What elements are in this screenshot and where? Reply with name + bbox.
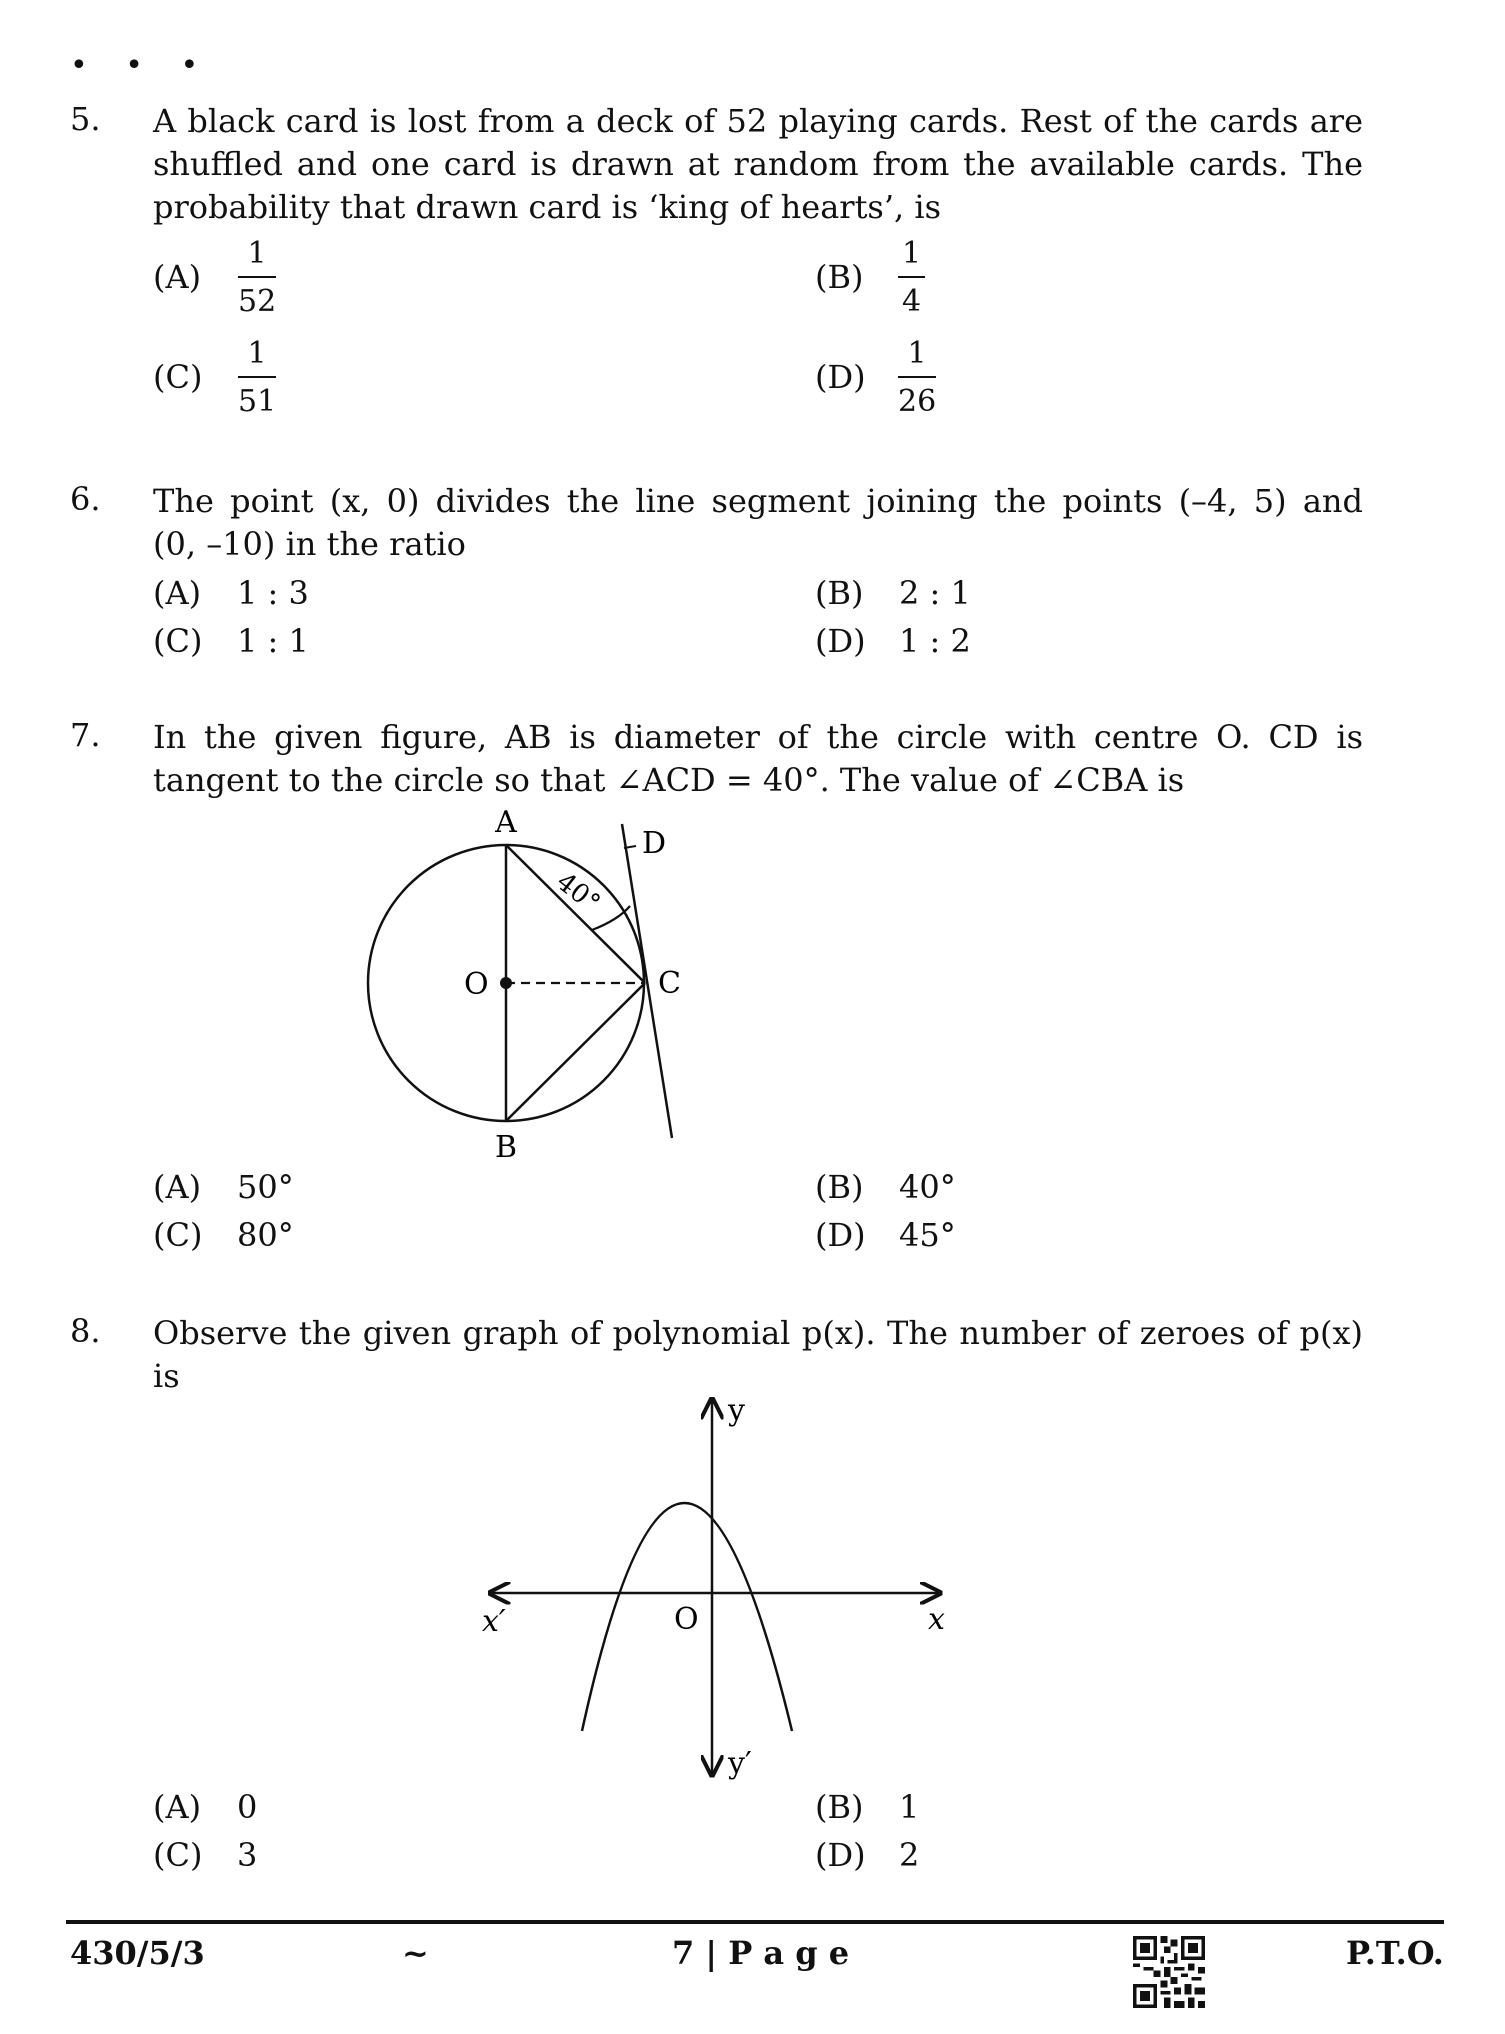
label-origin: O [674,1602,699,1637]
centre-point [500,977,512,989]
paper-code: 430/5/3 [70,1934,205,1972]
q6-option-c-label: (C) [153,622,203,660]
q5-option-a-fraction [238,236,276,320]
question-7-text [153,716,1363,802]
question-6-number: 6. [70,480,101,518]
q6-option-d-value: 1 : 2 [899,622,971,660]
q8-option-c [153,1834,257,1877]
circle-tangent-figure [340,800,710,1180]
q6-option-c-value: 1 : 1 [237,622,309,660]
question-5-text [153,100,1363,229]
question-5-number: 5. [70,100,101,138]
q6-option-b-label: (B) [815,574,864,612]
question-5-line-3: probability that drawn card is ‘king of hearts’, is [153,188,942,226]
question-6-line-1: The point (x, 0) divides the line segment joining the points (–4, 5) and [153,482,1363,520]
header-dots: • • • [70,48,213,83]
question-8-number: 8. [70,1312,101,1350]
q6-option-d-label: (D) [815,622,866,660]
q6-option-b-value: 2 : 1 [899,574,971,612]
q6-option-a [153,572,309,615]
q8-option-b-label: (B) [815,1788,864,1826]
q7-option-b-label: (B) [815,1168,864,1206]
label-a: A [495,805,517,840]
q5-option-d-fraction [898,336,936,420]
q8-option-d [815,1834,919,1877]
question-5-line-2: shuffled and one card is drawn at random from the available cards. The [153,145,1363,183]
q5-option-c-numerator: 1 [238,336,276,378]
q5-option-c-denominator: 51 [238,384,277,419]
question-7-number: 7. [70,716,101,754]
q5-option-d-label: (D) [815,358,866,396]
page-number: 7 | P a g e [672,1934,850,1972]
q7-option-a-value: 50° [237,1168,294,1206]
q7-option-d [815,1214,956,1257]
question-6-line-2: (0, –10) in the ratio [153,525,466,563]
label-y: y [728,1393,745,1428]
q6-option-b [815,572,971,615]
q5-option-a-numerator: 1 [238,236,276,278]
q5-option-d-denominator: 26 [898,384,937,419]
q5-option-b-label: (B) [815,258,864,296]
q5-option-c-fraction [238,336,276,420]
q8-option-a-value: 0 [237,1788,258,1826]
q5-option-b-denominator: 4 [902,284,922,319]
q6-option-c [153,620,309,663]
q6-option-a-value: 1 : 3 [237,574,309,612]
label-d: D [642,826,667,861]
q7-option-a-label: (A) [153,1168,202,1206]
q5-option-d-numerator: 1 [898,336,936,378]
label-c: C [658,966,681,1001]
q6-option-a-label: (A) [153,574,202,612]
question-5-line-1: A black card is lost from a deck of 52 playing cards. Rest of the cards are [153,102,1363,140]
label-y-prime: y′ [728,1746,752,1781]
label-b: B [494,1130,518,1165]
q7-option-b-value: 40° [899,1168,956,1206]
q5-option-a-denominator: 52 [238,284,277,319]
q8-option-b-value: 1 [899,1788,920,1826]
q8-option-a-label: (A) [153,1788,202,1826]
footer-divider [66,1920,1444,1924]
q5-option-b-fraction [898,236,925,320]
q7-option-a [153,1166,294,1209]
pto-label: P.T.O. [1346,1934,1444,1972]
q8-option-c-value: 3 [237,1836,258,1874]
q5-option-a-label: (A) [153,258,202,296]
q7-option-d-value: 45° [899,1216,956,1254]
q7-option-b [815,1166,956,1209]
q7-option-c-label: (C) [153,1216,203,1254]
q8-option-d-label: (D) [815,1836,866,1874]
q6-option-d [815,620,971,663]
question-7-line-1: In the given figure, AB is diameter of the circle with centre O. CD is [153,718,1363,756]
label-x: x [928,1602,945,1637]
q8-option-a [153,1786,257,1829]
question-8-line-1: Observe the given graph of polynomial p(x). The number of zeroes of p(x) [153,1314,1363,1352]
question-8-line-2: is [153,1357,180,1395]
q7-option-c-value: 80° [237,1216,294,1254]
q8-option-d-value: 2 [899,1836,920,1874]
footer-tilde: ~ [402,1934,429,1972]
q5-option-b-numerator: 1 [898,236,925,278]
q5-option-c-label: (C) [153,358,203,396]
q8-option-c-label: (C) [153,1836,203,1874]
question-7-line-2: tangent to the circle so that ∠ACD = 40°. The value of ∠CBA is [153,761,1185,799]
q8-option-b [815,1786,919,1829]
q7-option-d-label: (D) [815,1216,866,1254]
label-x-prime: x′ [482,1604,506,1639]
q7-option-c [153,1214,294,1257]
label-o: O [464,967,489,1002]
qr-code-icon [1133,1936,1205,2008]
angle-label: 40° [550,866,606,919]
question-6-text [153,480,1363,566]
polynomial-graph [470,1385,950,1795]
